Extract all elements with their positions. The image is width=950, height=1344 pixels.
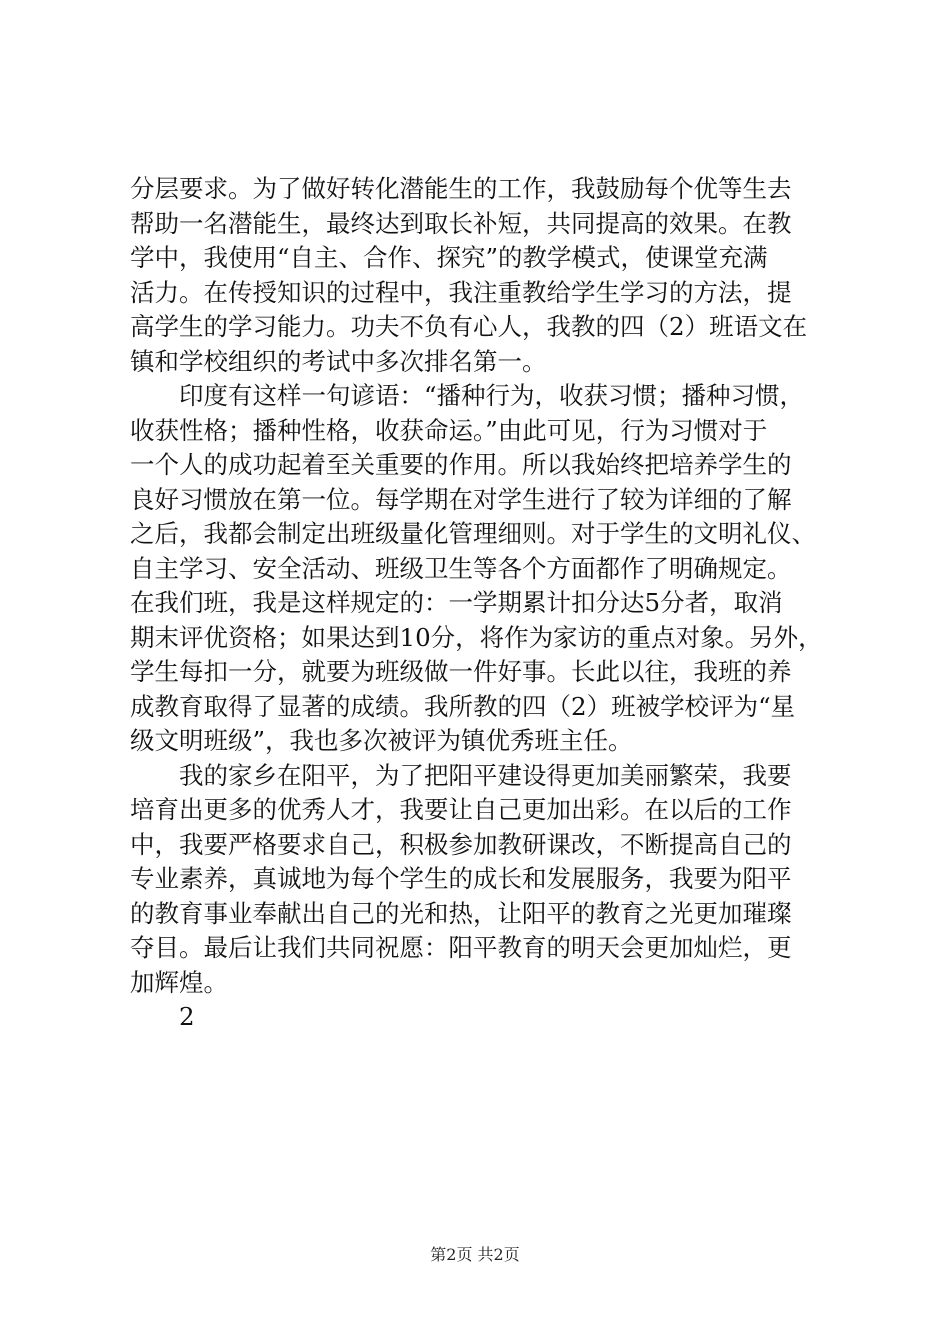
text-line: 之后，我都会制定出班级量化管理细则。对于学生的文明礼仪、 xyxy=(130,519,816,548)
text-line: 成教育取得了显著的成绩。我所教的四（2）班被学校评为“星 xyxy=(130,691,796,721)
text-line: 专业素养，真诚地为每个学生的成长和发展服务，我要为阳平 xyxy=(130,864,792,893)
text-line: 自主学习、安全活动、班级卫生等各个方面都作了明确规定。 xyxy=(130,553,792,583)
text-line: 培育出更多的优秀人才，我要让自己更加出彩。在以后的工作 xyxy=(130,795,792,824)
text-line: 镇和学校组织的考试中多次排名第一。 xyxy=(130,346,547,376)
text-line: 期末评优资格；如果达到10分，将作为家访的重点对象。另外， xyxy=(130,622,823,652)
text-line: 级文明班级”，我也多次被评为镇优秀班主任。 xyxy=(130,726,633,755)
text-line: 帮助一名潜能生，最终达到取长补短，共同提高的效果。在教 xyxy=(130,208,792,238)
text-line: 我的家乡在阳平，为了把阳平建设得更加美丽繁荣，我要 xyxy=(179,760,792,790)
text-line: 分层要求。为了做好转化潜能生的工作，我鼓励每个优等生去 xyxy=(130,174,792,203)
text-line: 良好习惯放在第一位。每学期在对学生进行了较为详细的了解 xyxy=(130,484,792,514)
text-line: 在我们班，我是这样规定的：一学期累计扣分达5分者，取消 xyxy=(130,588,783,617)
document-body xyxy=(130,172,830,1035)
text-line: 印度有这样一句谚语：“播种行为，收获习惯；播种习惯， xyxy=(179,381,805,410)
text-line: 2 xyxy=(179,1002,195,1031)
text-line: 夺目。最后让我们共同祝愿：阳平教育的明天会更加灿烂，更 xyxy=(130,933,792,962)
text-line: 学生每扣一分，就要为班级做一件好事。长此以往，我班的养 xyxy=(130,657,792,686)
text-line: 学中，我使用“自主、合作、探究”的教学模式，使课堂充满 xyxy=(130,243,768,272)
text-line: 一个人的成功起着至关重要的作用。所以我始终把培养学生的 xyxy=(130,450,792,479)
text-line: 收获性格；播种性格，收获命运。”由此可见，行为习惯对于 xyxy=(130,415,768,445)
page-footer: 第2页 共2页 xyxy=(430,1245,520,1264)
text-line: 高学生的学习能力。功夫不负有心人，我教的四（2）班语文在 xyxy=(130,312,808,341)
text-line: 活力。在传授知识的过程中，我注重教给学生学习的方法，提 xyxy=(130,277,792,307)
text-line: 的教育事业奉献出自己的光和热，让阳平的教育之光更加璀璨 xyxy=(130,898,792,928)
text-line: 加辉煌。 xyxy=(130,967,228,997)
text-line: 中，我要严格要求自己，积极参加教研课改，不断提高自己的 xyxy=(130,829,792,859)
